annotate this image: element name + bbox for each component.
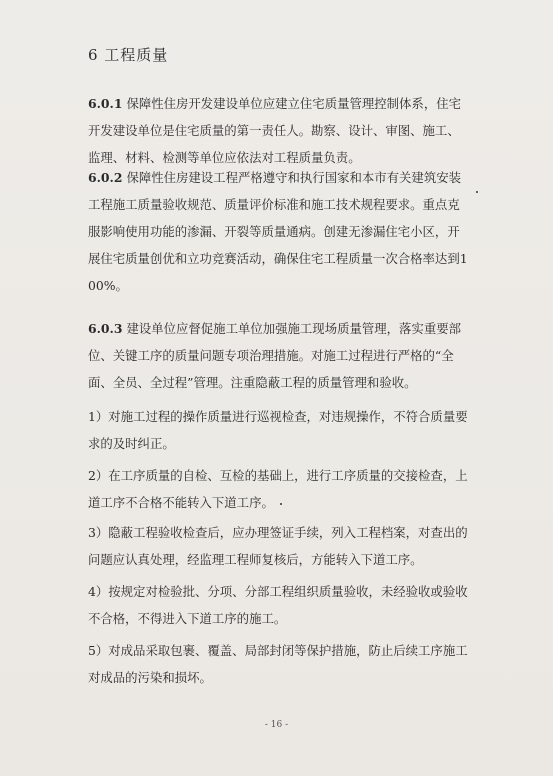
scan-speck xyxy=(476,191,478,193)
paragraph-number: 6.0.2 xyxy=(88,170,123,185)
paragraph-number: 6.0.3 xyxy=(88,321,123,336)
paragraph-text: 保障性住房建设工程严格遵守和执行国家和本市有关建筑安装工程施工质量验收规范、质量评价标准和施工技术规程要求。重点克服影响使用功能的渗漏、开裂等质量通病。创建无渗漏住宅小区，开展住宅质量创优和立功竞赛活动，确保住宅工程质量一次合格率达到100%。 xyxy=(88,170,468,293)
list-item: 2）在工序质量的自检、互检的基础上，进行工序质量的交接检查，上道工序不合格不能转入下道工序。 xyxy=(88,468,468,510)
paragraph-text: 保障性住房开发建设单位应建立住宅质量管理控制体系，住宅开发建设单位是住宅质量的第一责任人。勘察、设计、审图、施工、监理、材料、检测等单位应依法对工程质量负责。 xyxy=(88,96,461,165)
paragraph-6-0-3 xyxy=(88,315,468,396)
list-item: 1）对施工过程的操作质量进行巡视检查，对违规操作，不符合质量要求的及时纠正。 xyxy=(88,409,468,451)
section-heading: 6 工程质量 xyxy=(88,46,169,64)
list-item: 3）隐蔽工程验收检查后，应办理签证手续，列入工程档案，对查出的问题应认真处理，经监理工程师复核后，方能转入下道工序。 xyxy=(88,525,468,567)
list-item: 4）按规定对检验批、分项、分部工程组织质量验收，未经验收或验收不合格，不得进入下道工序的施工。 xyxy=(88,584,468,626)
paragraph-text: 建设单位应督促施工单位加强施工现场质量管理，落实重要部位、关键工序的质量问题专项治理措施。对施工过程进行严格的“全面、全员、全过程”管理。注重隐蔽工程的质量管理和验收。 xyxy=(88,321,461,390)
scan-speck xyxy=(280,503,282,505)
paragraph-6-0-1 xyxy=(88,90,468,171)
page-number: - 16 - xyxy=(264,720,289,730)
paragraph-6-0-2 xyxy=(88,164,468,299)
paragraph-number: 6.0.1 xyxy=(88,96,123,111)
list-item: 5）对成品采取包裹、覆盖、局部封闭等保护措施，防止后续工序施工对成品的污染和损坏。 xyxy=(88,643,468,685)
